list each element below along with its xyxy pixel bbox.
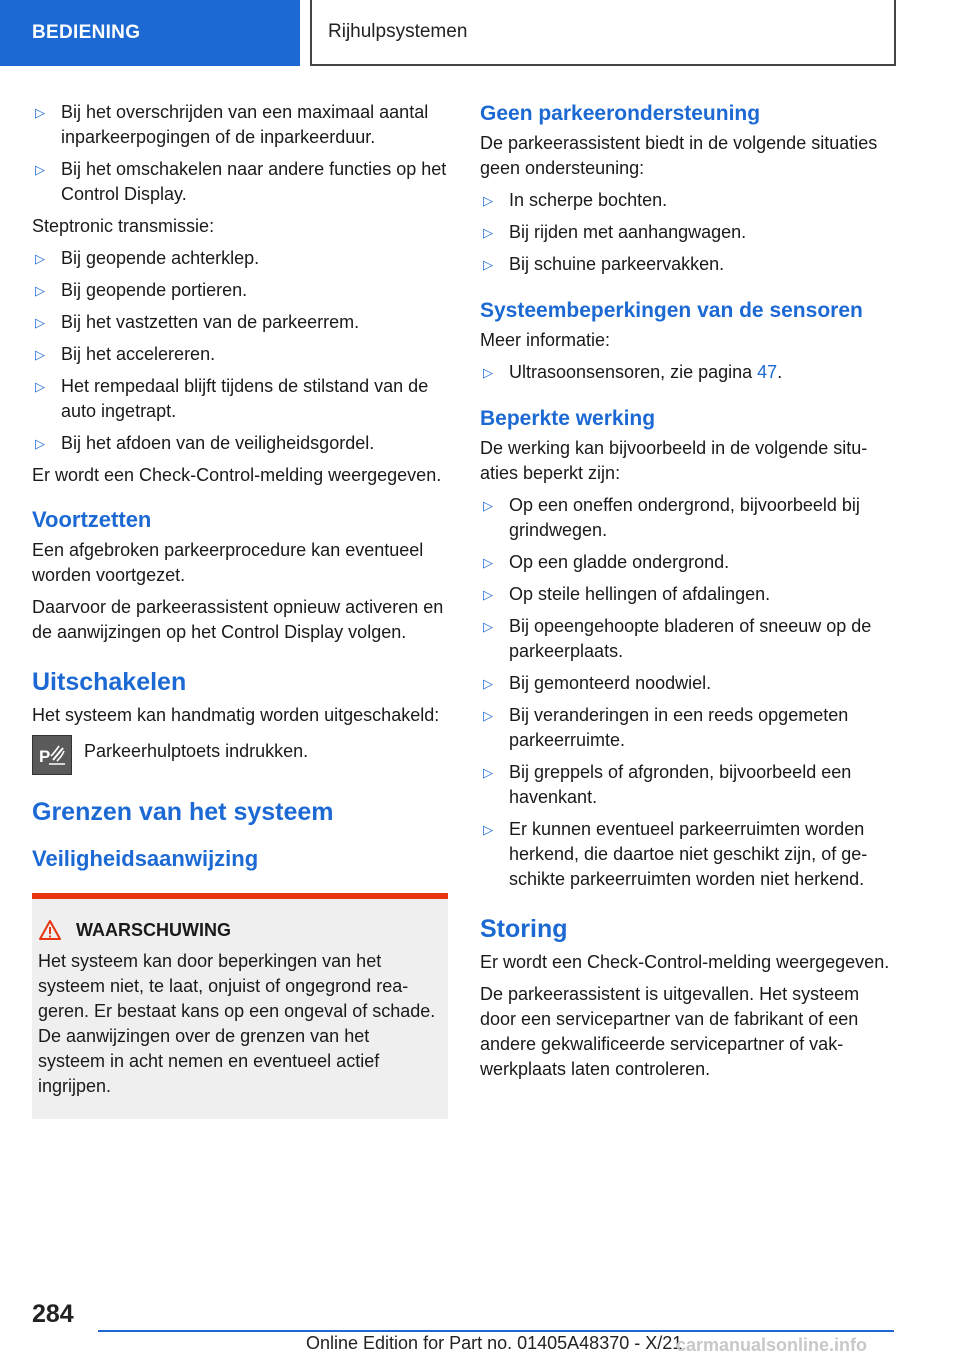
bullet-triangle-icon: ▷: [483, 822, 493, 837]
footer-edition: Online Edition for Part no. 01405A48370 - X/21: [306, 1333, 683, 1353]
list-item: ▷ Bij gemonteerd noodwiel.: [480, 671, 898, 696]
heading-systeembeperkingen: Systeembeperkingen van de sensoren: [480, 299, 863, 322]
paragraph: Meer informatie:: [480, 330, 611, 350]
heading-veiligheidsaanwijzing: Veiligheidsaanwijzing: [32, 846, 259, 871]
bullet-triangle-icon: ▷: [483, 676, 493, 691]
bullet-triangle-icon: ▷: [483, 555, 493, 570]
list-item: ▷ Bij het overschrijden van een maximaal aantal inparkeerpogingen of de inparkeerduur.: [35, 102, 429, 147]
heading-voortzetten: Voortzetten: [32, 507, 152, 532]
list-item: ▷ Er kunnen eventueel parkeerruimten worden herkend, die daartoe niet geschikt zijn, of geschikte parkeerruimten worden niet herkend.: [483, 819, 868, 889]
list-item: ▷ Op een oneffen ondergrond, bijvoorbeeld bij grindwegen.: [483, 495, 860, 540]
paragraph: De parkeerassistent is uitgevallen. Het systeem door een servicepartner van de fabrikant of een andere gekwalificeerde servicepartner of vakwerkplaats laten controleren.: [480, 984, 860, 1079]
bullet-triangle-icon: ▷: [483, 257, 493, 272]
bullet-triangle-icon: ▷: [483, 765, 493, 780]
list-item: ▷ Op een gladde ondergrond.: [480, 550, 898, 575]
paragraph: Een afgebroken parkeerprocedure kan eventueel worden voortgezet.: [32, 540, 424, 585]
bullet-triangle-icon: ▷: [35, 315, 45, 330]
section-title: BEDIENING: [32, 22, 141, 43]
chapter-tab: [310, 0, 896, 66]
list-item: ▷ Bij het accelereren.: [32, 342, 448, 367]
bullet-triangle-icon: ▷: [35, 251, 45, 266]
steptronic-label: Steptronic transmissie:: [32, 216, 215, 236]
heading-geen-parkeerondersteuning: Geen parkeerondersteuning: [480, 102, 761, 125]
paragraph: De werking kan bijvoorbeeld in de volgende situaties beperkt zijn:: [480, 438, 868, 483]
list-item: ▷ In scherpe bochten.: [480, 188, 898, 213]
left-column: [32, 100, 448, 1119]
warning-triangle-icon: [38, 919, 62, 941]
list-item: ▷ Bij het afdoen van de veiligheidsgordel.: [32, 431, 448, 456]
bullet-list: [480, 360, 898, 385]
list-item: ▷ Het rempedaal blijft tijdens de stilstand van de auto ingetrapt.: [35, 376, 429, 421]
chapter-title: Rijhulpsystemen: [328, 21, 468, 42]
list-item: ▷ Bij opeengehoopte bladeren of sneeuw op de parkeerplaats.: [483, 616, 872, 661]
list-item: ▷ Bij rijden met aanhangwagen.: [480, 220, 898, 245]
bullet-triangle-icon: ▷: [483, 587, 493, 602]
check-control-text: Er wordt een Check-Control-melding weergegeven.: [32, 465, 442, 485]
bullet-list: [480, 188, 898, 277]
list-item: ▷ Bij schuine parkeervakken.: [480, 252, 898, 277]
bullet-triangle-icon: ▷: [483, 193, 493, 208]
bullet-triangle-icon: ▷: [483, 708, 493, 723]
watermark: carmanualsonline.info: [676, 1335, 868, 1355]
button-instruction-text: Parkeerhulptoets indrukken.: [84, 741, 309, 761]
page-number: 284: [32, 1300, 74, 1328]
bullet-triangle-icon: ▷: [35, 436, 45, 451]
list-item: ▷ Ultrasoonsensoren, zie pagina 47.: [480, 360, 898, 385]
bullet-triangle-icon: ▷: [483, 365, 493, 380]
list-item: ▷ Bij het vastzetten van de parkeerrem.: [32, 310, 448, 335]
warning-box: [32, 893, 448, 1119]
bullet-triangle-icon: ▷: [35, 347, 45, 362]
bullet-list: [32, 246, 448, 456]
bullet-list: [32, 100, 448, 207]
warning-header: [38, 919, 440, 941]
list-item: ▷ Bij geopende portieren.: [32, 278, 448, 303]
parking-assistant-button-icon: [32, 735, 72, 775]
svg-text:P: P: [39, 747, 51, 766]
heading-storing: Storing: [480, 915, 568, 943]
bullet-triangle-icon: ▷: [483, 498, 493, 513]
footer-divider: [98, 1330, 894, 1332]
bullet-triangle-icon: ▷: [35, 105, 45, 120]
warning-title: WAARSCHUWING: [76, 919, 231, 940]
page-link[interactable]: 47: [757, 362, 778, 382]
paragraph: Er wordt een Check-Control-melding weergegeven.: [480, 952, 890, 972]
bullet-triangle-icon: ▷: [483, 619, 493, 634]
list-item: ▷ Bij geopende achterklep.: [32, 246, 448, 271]
list-item: ▷ Bij het omschakelen naar andere functies op het Control Display.: [35, 159, 447, 204]
warning-text: Het systeem kan door beperkingen van het systeem niet, te laat, onjuist of ongegrond reageren. Er bestaat kans op een ongeval of schade. De aanwijzingen over de grenzen van het systeem in acht nemen en eventueel actief ingrijpen.: [38, 951, 436, 1096]
heading-uitschakelen: Uitschakelen: [32, 668, 187, 696]
heading-beperkte-werking: Beperkte werking: [480, 407, 656, 430]
bullet-triangle-icon: ▷: [35, 162, 45, 177]
bullet-triangle-icon: ▷: [483, 225, 493, 240]
paragraph: Daarvoor de parkeerassistent opnieuw activeren en de aanwijzingen op het Control Display volgen.: [32, 597, 444, 642]
list-item: ▷ Bij greppels of afgronden, bijvoorbeeld een havenkant.: [483, 762, 852, 807]
bullet-list: [480, 493, 898, 892]
right-column: [480, 100, 898, 1089]
list-item: ▷ Bij veranderingen in een reeds opgemeten parkeerruimte.: [483, 705, 849, 750]
bullet-triangle-icon: ▷: [35, 283, 45, 298]
button-instruction: [32, 735, 448, 775]
section-tab: [0, 0, 300, 66]
bullet-triangle-icon: ▷: [35, 379, 45, 394]
heading-grenzen: Grenzen van het systeem: [32, 798, 334, 826]
paragraph: De parkeerassistent biedt in de volgende situaties geen ondersteuning:: [480, 133, 878, 178]
paragraph: Het systeem kan handmatig worden uitgeschakeld:: [32, 705, 440, 725]
list-item: ▷ Op steile hellingen of afdalingen.: [480, 582, 898, 607]
